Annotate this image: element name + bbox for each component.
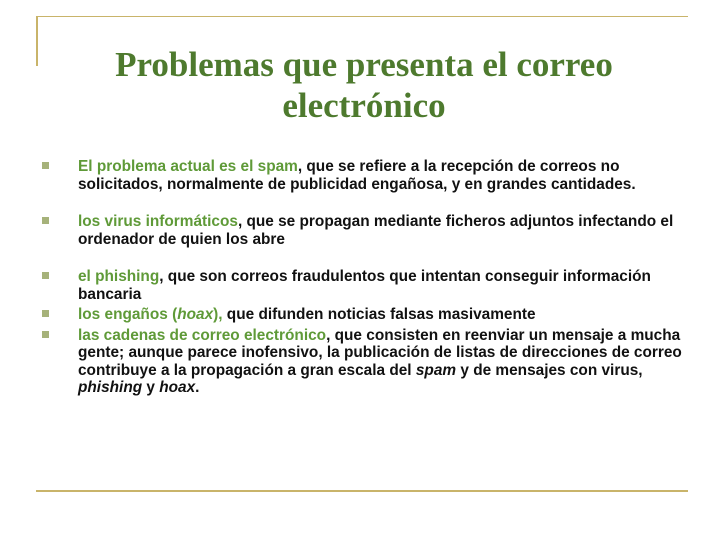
bullet-lead: los engaños ( — [78, 306, 178, 323]
bullet-lead: El problema actual es el spam — [78, 158, 298, 175]
bullet-square-icon — [42, 162, 49, 169]
bullet-item-spam — [36, 158, 688, 193]
bullet-term-phishing: phishing — [78, 379, 143, 396]
bullet-lead: los virus informáticos — [78, 213, 238, 230]
bullet-text-mid: y de mensajes con virus, — [456, 361, 643, 379]
bullet-square-icon — [42, 310, 49, 317]
bullet-lead-italic: hoax — [177, 306, 214, 323]
bullet-text: , que se refiere a la recepción de correos no solicitados, normalmente de publicidad engañosa, y en grandes cantidades. — [78, 158, 636, 193]
bullet-lead: el phishing — [78, 268, 160, 285]
bullet-text-end: . — [195, 379, 200, 396]
bullet-square-icon — [42, 331, 49, 338]
bullet-lead-close: ), — [213, 306, 223, 323]
bullet-term-spam: spam — [415, 361, 457, 379]
bullet-text-mid2: y — [142, 379, 160, 396]
bullet-lead: las cadenas de correo electrónico — [78, 326, 327, 344]
bullet-item-hoax — [36, 306, 688, 324]
bullet-text: , que consisten en reenviar un mensaje a mucha gente; aunque parece inofensivo, la publicación de listas de direcciones de correo contribuye a la propagación a gran escala del — [78, 326, 682, 379]
bullet-term-hoax: hoax — [159, 379, 196, 396]
bullet-list — [36, 158, 688, 397]
bullet-text: que difunden noticias falsas masivamente — [222, 306, 536, 323]
bullet-item-phishing — [36, 268, 688, 303]
bullet-square-icon — [42, 272, 49, 279]
bullet-text: , que son correos fraudulentos que intentan conseguir información bancaria — [78, 268, 651, 303]
bullet-square-icon — [42, 217, 49, 224]
bullet-item-chains — [36, 327, 688, 397]
bullet-item-virus — [36, 213, 688, 248]
frame-top-line — [36, 16, 688, 17]
bullet-text: , que se propagan mediante ficheros adjuntos infectando el ordenador de quien los abre — [78, 213, 674, 248]
frame-bottom-line — [36, 490, 688, 492]
slide-title: Problemas que presenta el correo electrónico — [115, 45, 613, 125]
